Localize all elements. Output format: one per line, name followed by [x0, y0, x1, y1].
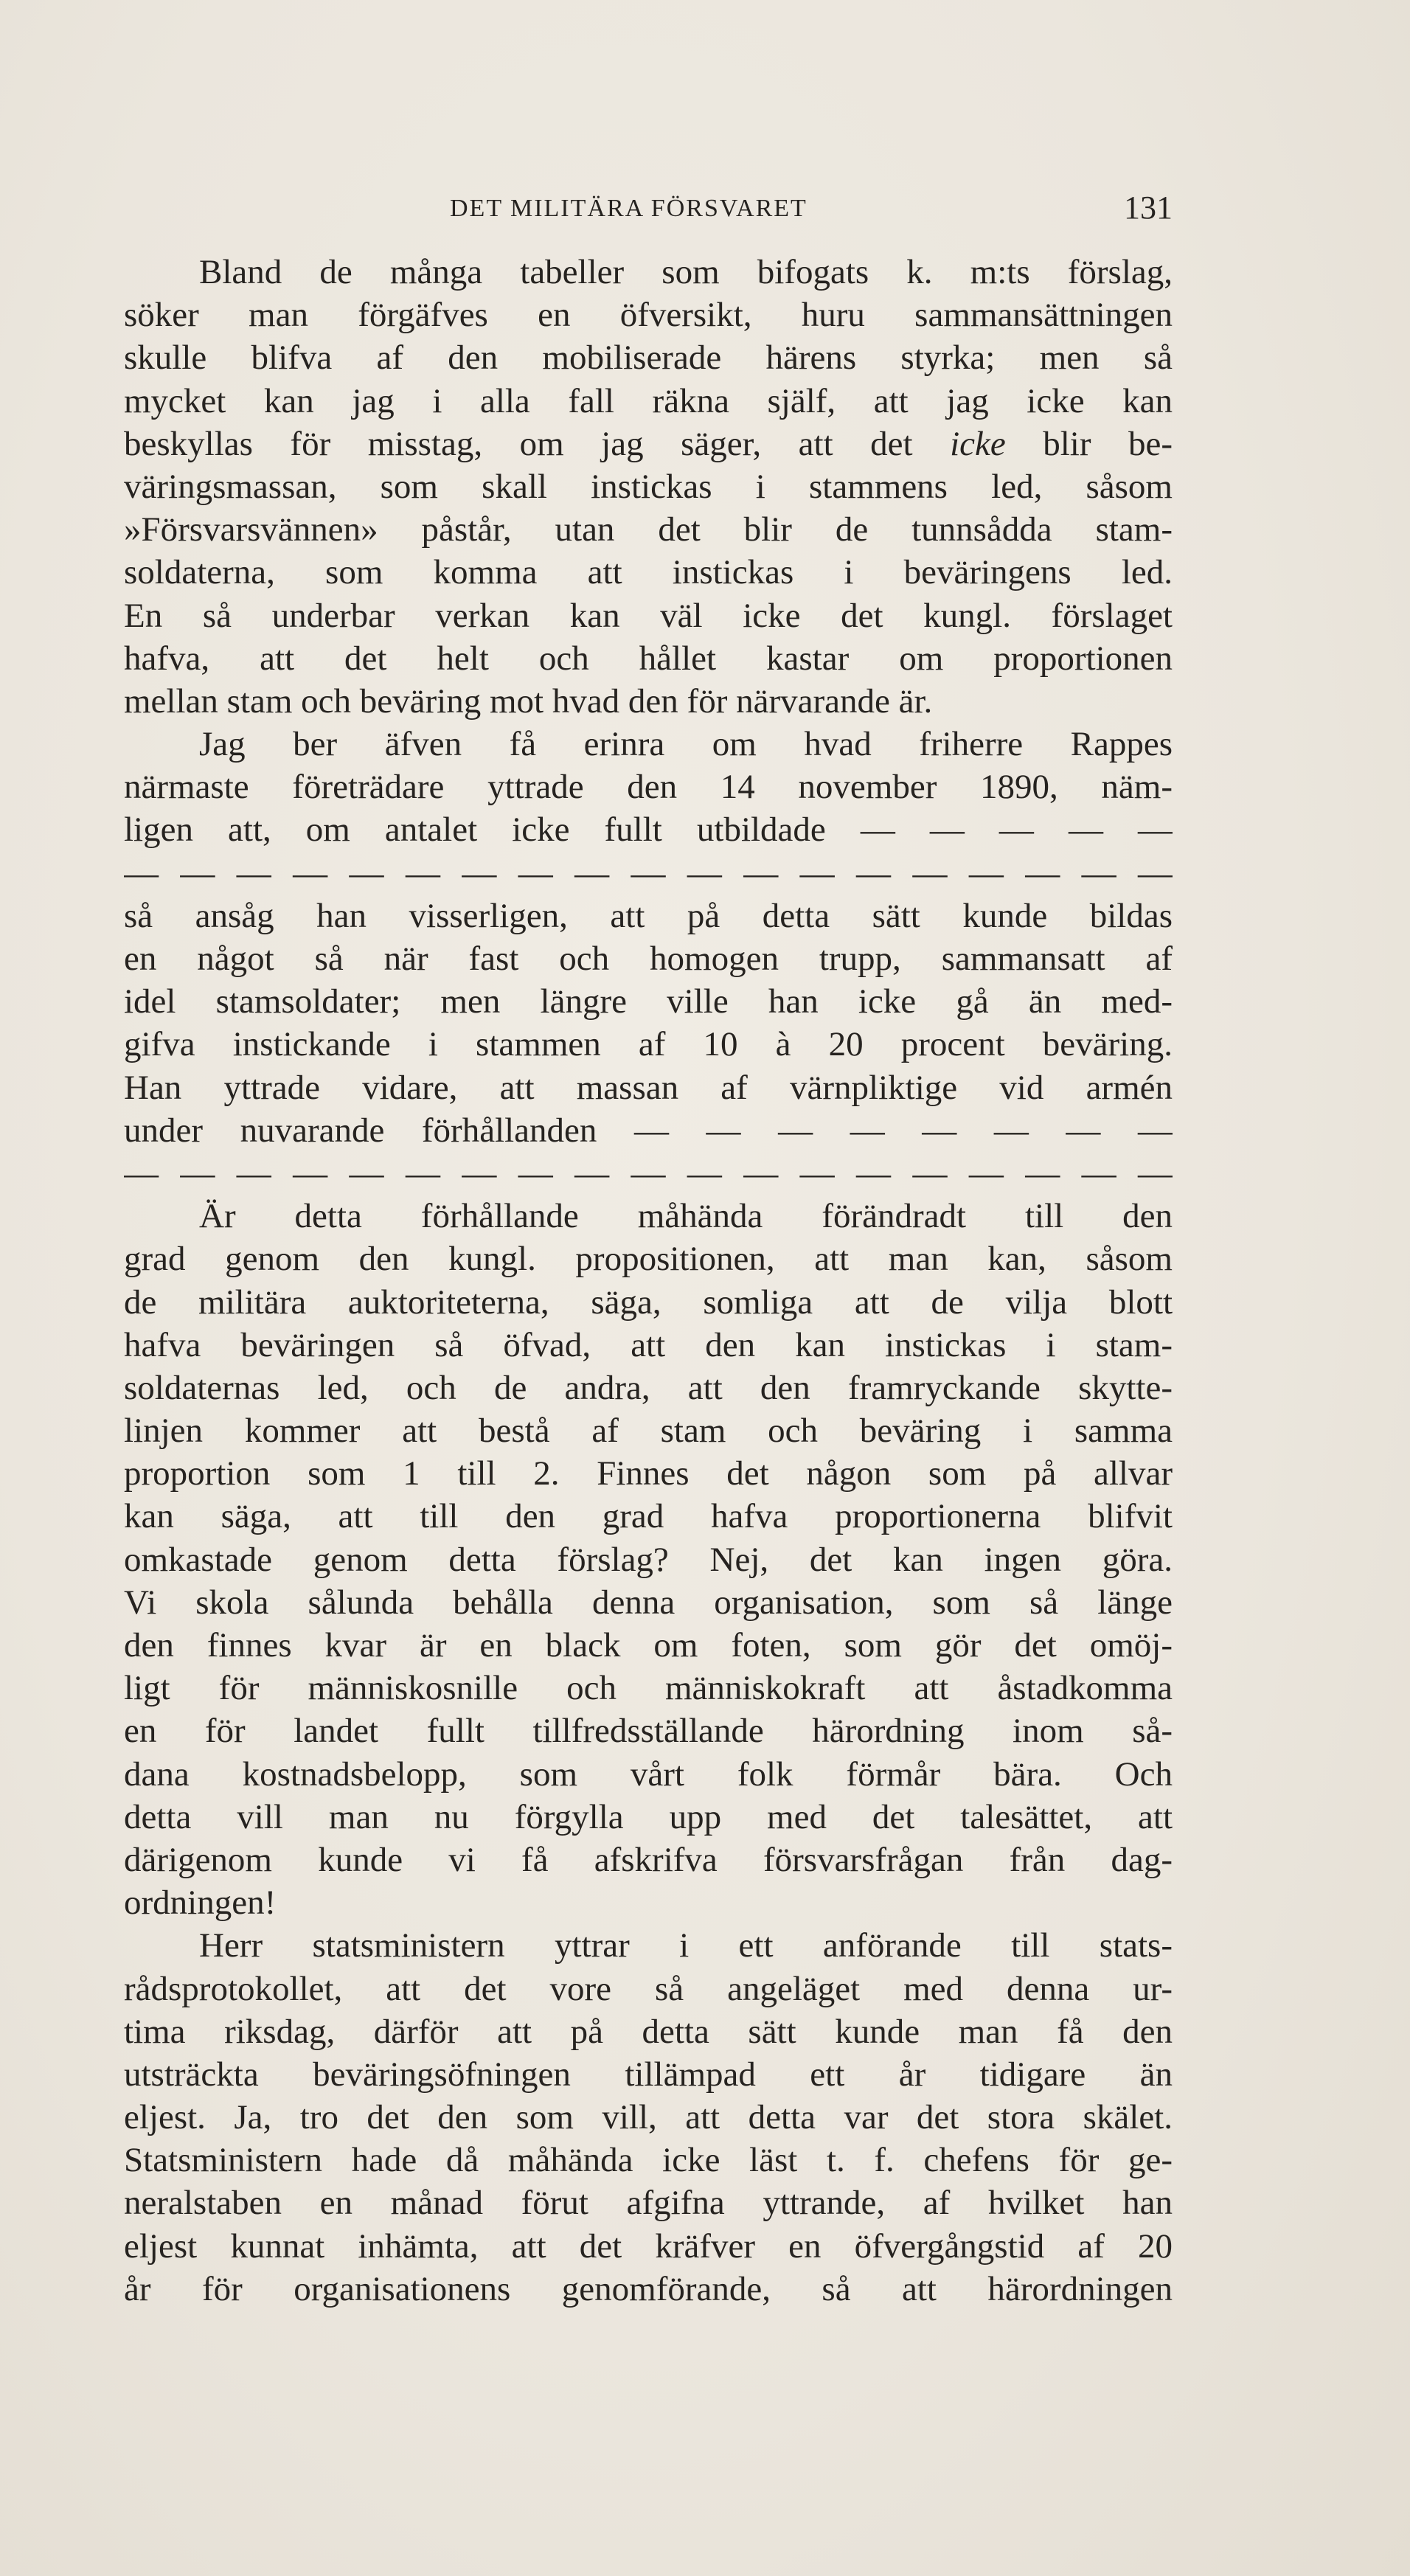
text-line: hafva, att det helt och hållet kastar om proportionen: [124, 639, 1173, 678]
text-line: grad genom den kungl. propositionen, att man kan, såsom: [124, 1240, 1173, 1279]
text-line: mellan stam och beväring mot hvad den för närvarande är.: [124, 681, 933, 721]
page-number: 131: [1124, 190, 1173, 226]
text-line: rådsprotokollet, att det vore så angeläget med denna ur-: [124, 1969, 1173, 2008]
text-line: En så underbar verkan kan väl icke det kungl. förslaget: [124, 596, 1173, 635]
text-line: kan säga, att till den grad hafva proportionerna blifvit: [124, 1497, 1173, 1536]
text-line-with-italic: [124, 423, 1173, 465]
text-line: Bland de många tabeller som bifogats k. m:ts förslag,: [199, 253, 1173, 291]
text-line: närmaste företrädare yttrade den 14 november 1890, näm-: [124, 768, 1173, 807]
text-segment: beskyllas för misstag, om jag säger, att det: [124, 424, 951, 463]
text-line: Är detta förhållande måhända förändradt till den: [199, 1197, 1173, 1236]
italic-word: icke: [950, 424, 1006, 463]
text-line: detta vill man nu förgylla upp med det talesättet, att: [124, 1797, 1173, 1836]
text-line: proportion som 1 till 2. Finnes det någon som på allvar: [124, 1454, 1173, 1493]
text-line: — — — — — — — — — — — — — — — — — — —: [124, 853, 1173, 892]
text-segment: blir be-: [1005, 424, 1173, 463]
text-line: en för landet fullt tillfredsställande härordning inom så-: [124, 1712, 1173, 1751]
text-line: mycket kan jag i alla fall räkna själf, att jag icke kan: [124, 381, 1173, 420]
text-line: Jag ber äfven få erinra om hvad friherre Rappes: [199, 725, 1173, 764]
text-line: »Försvarsvännen» påstår, utan det blir de tunnsådda stam-: [124, 510, 1173, 549]
text-line: ligen att, om antalet icke fullt utbildade — — — — —: [124, 810, 1173, 850]
text-line: därigenom kunde vi få afskrifva försvarsfrågan från dag-: [124, 1840, 1173, 1879]
text-line: eljest. Ja, tro det den som vill, att detta var det stora skälet.: [124, 2098, 1173, 2137]
text-line: en något så när fast och homogen trupp, sammansatt af: [124, 940, 1173, 978]
text-line: Vi skola sålunda behålla denna organisation, som så länge: [124, 1583, 1173, 1622]
text-line: — — — — — — — — — — — — — — — — — — —: [124, 1153, 1173, 1192]
text-line: tima riksdag, därför att på detta sätt kunde man få den: [124, 2012, 1173, 2051]
text-line: hafva beväringen så öfvad, att den kan instickas i stam-: [124, 1325, 1173, 1364]
text-line: ordningen!: [124, 1884, 277, 1923]
text-line: eljest kunnat inhämta, att det kräfver en öfvergångstid af 20: [124, 2226, 1173, 2266]
text-line: gifva instickande i stammen af 10 à 20 procent beväring.: [124, 1025, 1173, 1064]
page-header: [124, 190, 1173, 227]
text-line: så ansåg han visserligen, att på detta sätt kunde bildas: [124, 896, 1173, 935]
text-line: dana kostnadsbelopp, som vårt folk förmår bära. Och: [124, 1754, 1173, 1794]
text-line: soldaterna, som komma att instickas i beväringens led.: [124, 553, 1173, 592]
body-text: [124, 251, 1173, 2311]
text-line: den finnes kvar är en black om foten, som gör det omöj-: [124, 1626, 1173, 1664]
text-line: under nuvarande förhållanden — — — — — — — —: [124, 1111, 1173, 1150]
text-line: väringsmassan, som skall instickas i stammens led, såsom: [124, 467, 1173, 506]
text-line: år för organisationens genomförande, så att härordningen: [124, 2269, 1173, 2308]
text-line: söker man förgäfves en öfversikt, huru sammansättningen: [124, 296, 1173, 335]
text-line: Herr statsministern yttrar i ett anförande till stats-: [199, 1926, 1173, 1965]
text-line: soldaternas led, och de andra, att den framryckande skytte-: [124, 1368, 1173, 1407]
text-line: de militära auktoriteterna, säga, somliga att de vilja blott: [124, 1282, 1173, 1322]
text-line: Han yttrade vidare, att massan af värnpliktige vid armén: [124, 1068, 1173, 1107]
text-line: skulle blifva af den mobiliserade härens styrka; men så: [124, 339, 1173, 378]
text-line: neralstaben en månad förut afgifna yttrande, af hvilket han: [124, 2184, 1173, 2223]
text-line: idel stamsoldater; men längre ville han icke gå än med-: [124, 982, 1173, 1021]
text-line: Statsministern hade då måhända icke läst t. f. chefens för ge-: [124, 2141, 1173, 2180]
running-head: DET MILITÄRA FÖRSVARET: [450, 195, 808, 222]
text-line: omkastade genom detta förslag? Nej, det kan ingen göra.: [124, 1540, 1173, 1579]
text-line: linjen kommer att bestå af stam och beväring i samma: [124, 1412, 1173, 1451]
text-line: ligt för människosnille och människokraft att åstadkomma: [124, 1669, 1173, 1708]
text-line: utsträckta beväringsöfningen tillämpad ett år tidigare än: [124, 2055, 1173, 2094]
